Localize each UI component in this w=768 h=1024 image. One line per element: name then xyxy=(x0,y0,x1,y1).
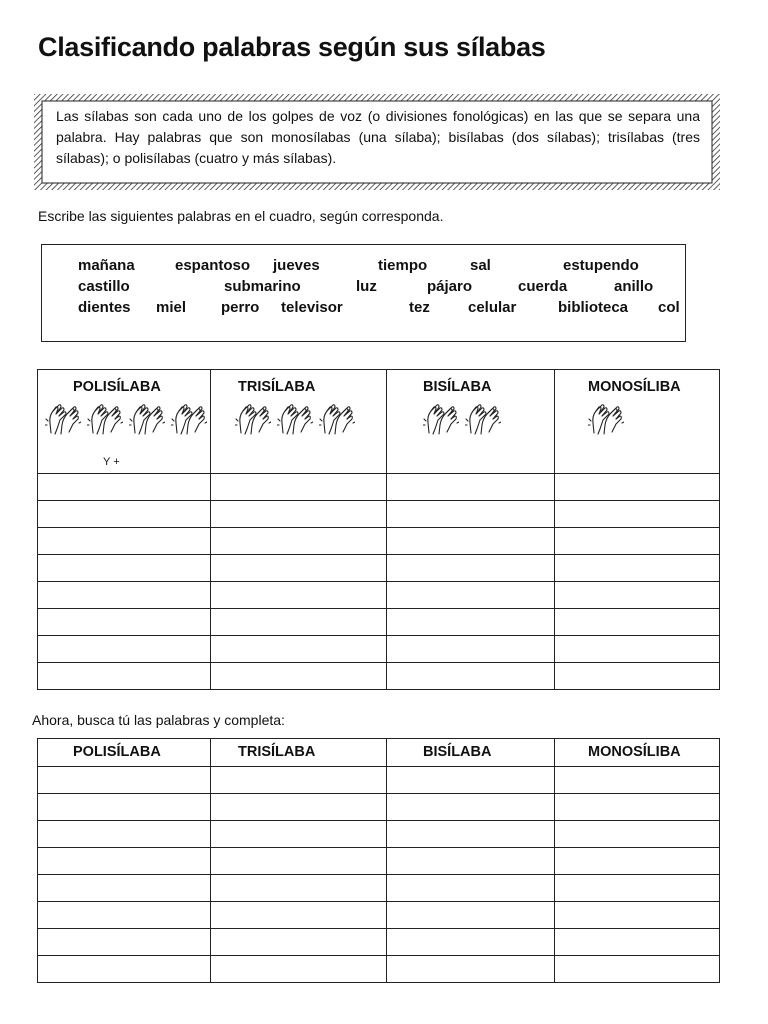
hand-group xyxy=(423,403,554,437)
answer-cell[interactable] xyxy=(555,528,720,555)
header-trisilaba xyxy=(211,739,387,767)
table-row xyxy=(38,929,720,956)
header-label: TRISÍLABA xyxy=(238,379,316,395)
clapping-hands-icon xyxy=(129,403,165,437)
word: estupendo xyxy=(563,257,639,274)
answer-cell[interactable] xyxy=(387,875,555,902)
word: celular xyxy=(468,299,517,316)
answer-cell[interactable] xyxy=(211,794,387,821)
clapping-hands-icon xyxy=(87,403,123,437)
answer-cell[interactable] xyxy=(38,609,211,636)
clapping-hands-icon xyxy=(171,403,207,437)
answer-cell[interactable] xyxy=(387,474,555,501)
word: miel xyxy=(156,299,187,316)
answer-cell[interactable] xyxy=(38,794,211,821)
answer-cell[interactable] xyxy=(38,501,211,528)
polisilaba-note: Y + xyxy=(103,456,120,468)
header-trisilaba xyxy=(211,370,387,474)
answer-cell[interactable] xyxy=(555,555,720,582)
clapping-hands-icon xyxy=(235,403,271,437)
answer-cell[interactable] xyxy=(387,609,555,636)
answer-cell[interactable] xyxy=(211,929,387,956)
word: biblioteca xyxy=(558,299,629,316)
table-header-row xyxy=(38,370,720,474)
answer-cell[interactable] xyxy=(387,555,555,582)
word: mañana xyxy=(78,257,135,274)
clapping-hands-icon xyxy=(277,403,313,437)
word: tiempo xyxy=(378,257,428,274)
word: sal xyxy=(470,257,491,274)
table-row xyxy=(38,956,720,983)
answer-cell[interactable] xyxy=(211,821,387,848)
header-label: BISÍLABA xyxy=(423,744,492,760)
answer-cell[interactable] xyxy=(211,767,387,794)
table-row xyxy=(38,875,720,902)
hand-group xyxy=(45,403,210,437)
header-label: MONOSÍLIBA xyxy=(588,379,681,395)
word: castillo xyxy=(78,278,130,295)
header-label: MONOSÍLIBA xyxy=(588,744,681,760)
answer-cell[interactable] xyxy=(387,821,555,848)
table-row xyxy=(38,636,720,663)
table-row xyxy=(38,663,720,690)
word: perro xyxy=(221,299,260,316)
answer-cell[interactable] xyxy=(38,875,211,902)
word-bank xyxy=(41,244,686,342)
answer-cell[interactable] xyxy=(387,767,555,794)
answer-cell[interactable] xyxy=(387,663,555,690)
answer-cell[interactable] xyxy=(211,582,387,609)
answer-cell[interactable] xyxy=(38,663,211,690)
answer-cell[interactable] xyxy=(555,875,720,902)
header-monosilaba xyxy=(555,370,720,474)
answer-cell[interactable] xyxy=(555,821,720,848)
answer-cell[interactable] xyxy=(387,636,555,663)
answer-cell[interactable] xyxy=(38,474,211,501)
header-polisilaba xyxy=(38,370,211,474)
answer-cell[interactable] xyxy=(211,555,387,582)
answer-cell[interactable] xyxy=(211,474,387,501)
instruction-text: Escribe las siguientes palabras en el cuadro, según corresponda. xyxy=(38,208,444,224)
answer-cell[interactable] xyxy=(387,848,555,875)
table-row xyxy=(38,582,720,609)
table-row xyxy=(38,474,720,501)
word: luz xyxy=(356,278,377,295)
answer-cell[interactable] xyxy=(38,528,211,555)
clapping-hands-icon xyxy=(465,403,501,437)
answer-cell[interactable] xyxy=(387,956,555,983)
word: jueves xyxy=(273,257,320,274)
word: cuerda xyxy=(518,278,568,295)
answer-cell[interactable] xyxy=(211,875,387,902)
table-row xyxy=(38,848,720,875)
table-row xyxy=(38,821,720,848)
answer-cell[interactable] xyxy=(38,929,211,956)
search-table xyxy=(37,738,720,983)
answer-cell[interactable] xyxy=(211,956,387,983)
answer-cell[interactable] xyxy=(555,956,720,983)
clapping-hands-icon xyxy=(588,403,624,437)
word: tez xyxy=(409,299,430,316)
answer-cell[interactable] xyxy=(211,636,387,663)
info-box xyxy=(34,94,720,190)
table-row xyxy=(38,794,720,821)
answer-cell[interactable] xyxy=(211,663,387,690)
header-label: BISÍLABA xyxy=(423,379,492,395)
header-label: POLISÍLABA xyxy=(73,744,161,760)
table-row xyxy=(38,528,720,555)
answer-cell[interactable] xyxy=(38,821,211,848)
answer-cell[interactable] xyxy=(555,501,720,528)
table-header-row xyxy=(38,739,720,767)
answer-cell[interactable] xyxy=(387,902,555,929)
header-bisilaba xyxy=(387,370,555,474)
answer-cell[interactable] xyxy=(38,956,211,983)
answer-cell[interactable] xyxy=(555,929,720,956)
clapping-hands-icon xyxy=(45,403,81,437)
answer-cell[interactable] xyxy=(38,767,211,794)
clapping-hands-icon xyxy=(423,403,459,437)
hand-group xyxy=(235,403,386,437)
word: espantoso xyxy=(175,257,251,274)
table-row xyxy=(38,767,720,794)
answer-cell[interactable] xyxy=(387,929,555,956)
answer-cell[interactable] xyxy=(211,528,387,555)
answer-cell[interactable] xyxy=(211,609,387,636)
answer-cell[interactable] xyxy=(211,501,387,528)
table-row xyxy=(38,609,720,636)
answer-cell[interactable] xyxy=(38,902,211,929)
page-title: Clasificando palabras según sus sílabas xyxy=(38,32,546,62)
answer-cell[interactable] xyxy=(555,663,720,690)
clapping-hands-icon xyxy=(319,403,355,437)
table-row xyxy=(38,555,720,582)
word: anillo xyxy=(614,278,654,295)
word: televisor xyxy=(281,299,343,316)
answer-cell[interactable] xyxy=(555,767,720,794)
word: col xyxy=(658,299,680,316)
answer-cell[interactable] xyxy=(38,582,211,609)
word: dientes xyxy=(78,299,131,316)
header-monosilaba xyxy=(555,739,720,767)
word: submarino xyxy=(224,278,301,295)
answer-cell[interactable] xyxy=(38,555,211,582)
info-text: Las sílabas son cada uno de los golpes de voz (o divisiones fonológicas) en las que se separa una palabra. Hay palabras que son monosílabas (una sílaba); bisílabas (dos sílabas); trisílabas (tres sílabas); o polisílabas (cuatro y más sílabas). xyxy=(56,108,700,166)
header-label: POLISÍLABA xyxy=(73,379,161,395)
answer-cell[interactable] xyxy=(555,636,720,663)
answer-cell[interactable] xyxy=(555,902,720,929)
answer-cell[interactable] xyxy=(555,582,720,609)
answer-cell[interactable] xyxy=(555,609,720,636)
answer-cell[interactable] xyxy=(387,528,555,555)
classification-table xyxy=(37,369,720,690)
answer-cell[interactable] xyxy=(555,474,720,501)
word: pájaro xyxy=(427,278,473,295)
answer-cell[interactable] xyxy=(387,794,555,821)
answer-cell[interactable] xyxy=(555,848,720,875)
header-label: TRISÍLABA xyxy=(238,744,316,760)
table-row xyxy=(38,902,720,929)
hand-group xyxy=(588,403,719,437)
header-polisilaba xyxy=(38,739,211,767)
answer-cell[interactable] xyxy=(211,848,387,875)
answer-cell[interactable] xyxy=(387,501,555,528)
answer-cell[interactable] xyxy=(38,848,211,875)
table-row xyxy=(38,501,720,528)
header-bisilaba xyxy=(387,739,555,767)
answer-cell[interactable] xyxy=(555,794,720,821)
answer-cell[interactable] xyxy=(211,902,387,929)
instruction-text: Ahora, busca tú las palabras y completa: xyxy=(32,712,285,728)
answer-cell[interactable] xyxy=(387,582,555,609)
answer-cell[interactable] xyxy=(38,636,211,663)
